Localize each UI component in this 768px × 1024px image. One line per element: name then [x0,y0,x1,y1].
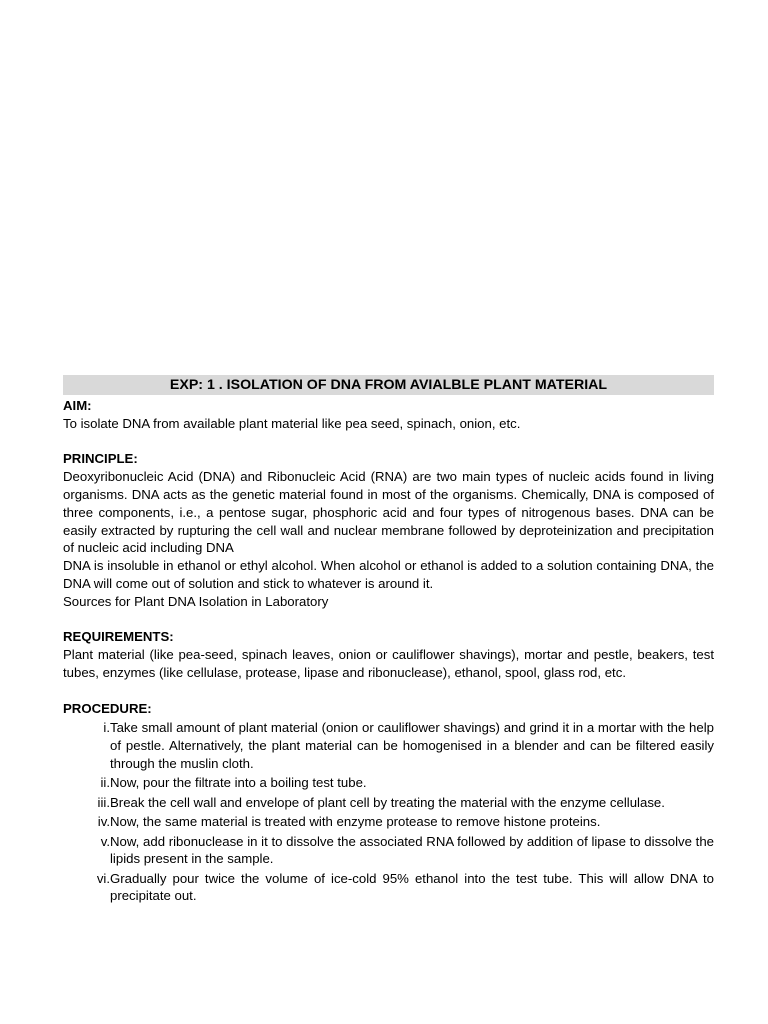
step-text: Now, add ribonuclease in it to dissolve the associated RNA followed by addition of lipase to dissolve the lipids present in the sample. [110,833,714,867]
step-text: Break the cell wall and envelope of plant cell by treating the material with the enzyme cellulase. [110,794,665,810]
procedure-step [63,719,714,772]
procedure-heading: PROCEDURE: [63,700,152,716]
procedure-step [63,870,714,906]
document-body [63,375,714,907]
step-text: Now, pour the filtrate into a boiling test tube. [110,775,367,791]
procedure-step [63,794,714,812]
requirements-heading: REQUIREMENTS: [63,629,174,645]
principle-heading: PRINCIPLE: [63,451,138,467]
step-number: iv. [97,814,110,830]
step-number: vi. [96,870,110,886]
experiment-title: EXP: 1 . ISOLATION OF DNA FROM AVIALBLE PLANT MATERIAL [63,375,714,395]
procedure-step [63,833,714,869]
step-text: Now, the same material is treated with enzyme protease to remove histone proteins. [110,814,601,830]
step-number: ii. [100,775,110,791]
requirements-text: Plant material (like pea-seed, spinach leaves, onion or cauliflower shavings), mortar and pestle, beakers, test tubes, enzymes (like cellulase, protease, lipase and ribonuclease), ethanol, spool, glass rod, etc. [63,647,714,680]
step-number: v. [100,833,110,849]
spacer [63,682,714,700]
aim-heading: AIM: [63,398,92,413]
procedure-step [63,774,714,792]
procedure-step [63,813,714,831]
aim-text: To isolate DNA from available plant material like pea seed, spinach, onion, etc. [63,415,521,431]
principle-paragraph-2: DNA is insoluble in ethanol or ethyl alcohol. When alcohol or ethanol is added to a solution containing DNA, the DNA will come out of solution and stick to whatever is around it. [63,558,714,591]
spacer [63,611,714,629]
step-number: i. [103,720,110,736]
step-text: Take small amount of plant material (onion or cauliflower shavings) and grind it in a mortar with the help of pestle. Alternatively, the plant material can be homogenised in a blender and can be filtered easily through the muslin cloth. [110,720,714,771]
spacer [63,433,714,451]
procedure-list [63,719,714,905]
principle-paragraph-1: Deoxyribonucleic Acid (DNA) and Ribonucleic Acid (RNA) are two main types of nucleic acids found in living organisms. DNA acts as the genetic material found in most of the organisms. Chemically, DNA is composed of three components, i.e., a pentose sugar, phosphoric acid and four types of nitrogenous bases. DNA can be easily extracted by rupturing the cell wall and nuclear membrane followed by deproteinization and precipitation of nucleic acid including DNA [63,469,714,556]
principle-paragraph-3: Sources for Plant DNA Isolation in Laboratory [63,593,329,609]
step-text: Gradually pour twice the volume of ice-cold 95% ethanol into the test tube. This will allow DNA to precipitate out. [110,870,714,904]
step-number: iii. [97,794,110,810]
